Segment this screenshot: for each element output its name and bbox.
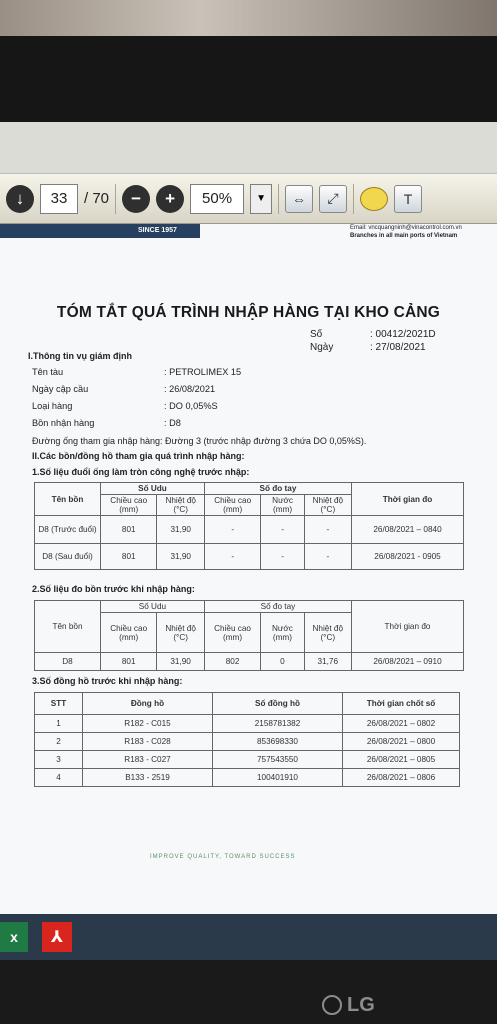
table-row bbox=[35, 653, 464, 671]
cell: 100401910 bbox=[213, 769, 343, 787]
pdf-icon[interactable]: ⅄ bbox=[42, 922, 72, 952]
section-1-heading: I.Thông tin vụ giám định bbox=[28, 351, 132, 361]
cell: R182 - C015 bbox=[83, 715, 213, 733]
fit-page-icon[interactable]: ⤢ bbox=[319, 185, 347, 213]
header-email: Email: vncquangninh@vinacontrol.com.vn bbox=[350, 225, 462, 231]
cell: D8 bbox=[35, 653, 101, 671]
cell: 26/08/2021 - 0905 bbox=[352, 544, 464, 570]
cell: 31,90 bbox=[157, 544, 204, 570]
col-dong-ho: Đồng hồ bbox=[83, 693, 213, 715]
table-row bbox=[35, 751, 460, 769]
cell: 3 bbox=[35, 751, 83, 769]
section-2-heading: II.Các bồn/đồng hồ tham gia quá trình nhập hàng: bbox=[32, 451, 245, 461]
cell: 31,90 bbox=[157, 653, 204, 671]
table-row bbox=[35, 516, 464, 544]
cell: 4 bbox=[35, 769, 83, 787]
cell: 26/08/2021 – 0806 bbox=[343, 769, 460, 787]
pdf-page bbox=[0, 224, 497, 914]
text-tool-icon[interactable]: T bbox=[394, 185, 422, 213]
fit-width-icon[interactable]: ⇔ bbox=[285, 185, 313, 213]
cell: D8 (Sau đuổi) bbox=[35, 544, 101, 570]
taskbar bbox=[0, 914, 497, 960]
cell: 0 bbox=[261, 653, 304, 671]
cell: 801 bbox=[101, 516, 157, 544]
col-nhiet-do: Nhiệt độ (°C) bbox=[304, 495, 351, 516]
info-label: Loại hàng bbox=[32, 401, 73, 411]
col-so-do-tay: Số đo tay bbox=[204, 601, 351, 613]
col-nuoc: Nước (mm) bbox=[261, 613, 304, 653]
subsection-3-heading: 3.Số đồng hồ trước khi nhập hàng: bbox=[32, 676, 183, 686]
zoom-input[interactable]: 50% bbox=[190, 184, 244, 214]
col-so-do-tay: Số đo tay bbox=[204, 483, 351, 495]
page-total: / 70 bbox=[84, 190, 110, 207]
cell: - bbox=[261, 544, 304, 570]
table-meters bbox=[34, 692, 460, 787]
cell: 801 bbox=[101, 544, 157, 570]
cell: 2158781382 bbox=[213, 715, 343, 733]
info-label: Tên tàu bbox=[32, 367, 64, 377]
col-so-udu: Số Udu bbox=[101, 601, 205, 613]
cell: 31,90 bbox=[157, 516, 204, 544]
header-contact bbox=[350, 224, 462, 240]
cell: 31,76 bbox=[304, 653, 351, 671]
monitor-brand-text: LG bbox=[347, 993, 375, 1016]
window-title-strip bbox=[0, 122, 497, 174]
cell: B133 - 2519 bbox=[83, 769, 213, 787]
info-value: : PETROLIMEX 15 bbox=[164, 367, 242, 377]
document-title: TÓM TẮT QUÁ TRÌNH NHẬP HÀNG TẠI KHO CẢNG bbox=[56, 304, 441, 321]
col-ten-bon: Tên bồn bbox=[35, 483, 101, 516]
cell: - bbox=[261, 516, 304, 544]
col-nhiet-do: Nhiệt độ (°C) bbox=[157, 613, 204, 653]
so-label: Số bbox=[310, 329, 323, 340]
col-chieu-cao: Chiều cao (mm) bbox=[101, 613, 157, 653]
info-label: Ngày cập cầu bbox=[32, 384, 89, 394]
col-nhiet-do: Nhiệt độ (°C) bbox=[157, 495, 204, 516]
cell: - bbox=[204, 544, 260, 570]
zoom-in-icon[interactable]: + bbox=[156, 185, 184, 213]
cell: 853698330 bbox=[213, 733, 343, 751]
cell: 26/08/2021 – 0802 bbox=[343, 715, 460, 733]
table-row bbox=[35, 544, 464, 570]
lg-circle-icon bbox=[322, 995, 342, 1015]
col-chieu-cao: Chiều cao (mm) bbox=[204, 495, 260, 516]
col-so-udu: Số Udu bbox=[101, 483, 205, 495]
info-value: : D8 bbox=[164, 418, 181, 428]
cell: 26/08/2021 – 0805 bbox=[343, 751, 460, 769]
table-row bbox=[35, 715, 460, 733]
cell: 26/08/2021 – 0910 bbox=[352, 653, 464, 671]
cell: 801 bbox=[101, 653, 157, 671]
cell: R183 - C028 bbox=[83, 733, 213, 751]
info-value: : 26/08/2021 bbox=[164, 384, 216, 394]
cell: 2 bbox=[35, 733, 83, 751]
header-branches: Branches in all main ports of Vietnam bbox=[350, 233, 458, 239]
table-tank-measure bbox=[34, 600, 464, 671]
col-chieu-cao: Chiều cao (mm) bbox=[101, 495, 157, 516]
col-thoi-gian: Thời gian đo bbox=[352, 601, 464, 653]
table-row bbox=[35, 769, 460, 787]
comment-icon[interactable] bbox=[360, 187, 388, 211]
toolbar-separator bbox=[115, 184, 116, 214]
subsection-2-heading: 2.Số liệu đo bồn trước khi nhập hàng: bbox=[32, 584, 195, 594]
col-thoi-gian-chot-so: Thời gian chốt số bbox=[343, 693, 460, 715]
col-nuoc: Nước (mm) bbox=[261, 495, 304, 516]
arrow-down-icon[interactable]: ↓ bbox=[6, 185, 34, 213]
ngay-value: : 27/08/2021 bbox=[370, 342, 426, 353]
cell: - bbox=[204, 516, 260, 544]
monitor-bezel-bottom bbox=[0, 960, 497, 1024]
zoom-dropdown-button[interactable]: ▼ bbox=[250, 184, 272, 214]
col-ten-bon: Tên bồn bbox=[35, 601, 101, 653]
cell: - bbox=[304, 516, 351, 544]
cell: 1 bbox=[35, 715, 83, 733]
info-label: Bồn nhận hàng bbox=[32, 418, 95, 428]
cell: 26/08/2021 – 0840 bbox=[352, 516, 464, 544]
monitor-brand-logo bbox=[322, 992, 386, 1018]
cell: 26/08/2021 – 0800 bbox=[343, 733, 460, 751]
zoom-out-icon[interactable]: − bbox=[122, 185, 150, 213]
toolbar-separator bbox=[278, 184, 279, 214]
table-row bbox=[35, 733, 460, 751]
cell: 802 bbox=[204, 653, 260, 671]
company-logo-band bbox=[0, 224, 200, 238]
col-nhiet-do: Nhiệt độ (°C) bbox=[304, 613, 351, 653]
cell: - bbox=[304, 544, 351, 570]
info-value: : DO 0,05%S bbox=[164, 401, 218, 411]
so-value: : 00412/2021D bbox=[370, 329, 436, 340]
cell: R183 - C027 bbox=[83, 751, 213, 769]
cell: 757543550 bbox=[213, 751, 343, 769]
pipeline-note: Đường ống tham gia nhập hàng: Đường 3 (trước nhập đường 3 chứa DO 0,05%S). bbox=[32, 436, 367, 446]
excel-icon[interactable]: x bbox=[0, 922, 28, 952]
table-flushing bbox=[34, 482, 464, 570]
pdf-toolbar bbox=[0, 174, 497, 224]
toolbar-separator bbox=[353, 184, 354, 214]
col-thoi-gian: Thời gian đo bbox=[352, 483, 464, 516]
cell: D8 (Trước đuổi) bbox=[35, 516, 101, 544]
monitor-bezel-top bbox=[0, 36, 497, 122]
page-number-input[interactable]: 33 bbox=[40, 184, 78, 214]
footer-slogan: IMPROVE QUALITY, TOWARD SUCCESS bbox=[150, 854, 296, 860]
background-room bbox=[0, 0, 497, 40]
since-label: SINCE 1957 bbox=[138, 227, 177, 234]
ngay-label: Ngày bbox=[310, 342, 334, 353]
col-stt: STT bbox=[35, 693, 83, 715]
col-so-dong-ho: Số đồng hồ bbox=[213, 693, 343, 715]
subsection-1-heading: 1.Số liệu đuổi ống làm tròn công nghệ trước nhập: bbox=[32, 467, 250, 477]
col-chieu-cao: Chiều cao (mm) bbox=[204, 613, 260, 653]
